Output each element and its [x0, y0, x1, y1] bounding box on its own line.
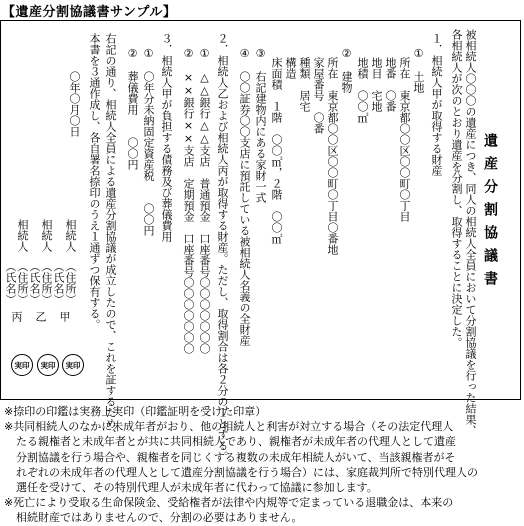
note-line: 分割協議を行う場合や、親権者を同じくする複数の未成年相続人がいて、当該親権者がそ	[16, 450, 456, 464]
s2-item-1: ① △△銀行△△支店 普通預金 口座番号〇〇〇〇〇〇〇	[198, 47, 211, 354]
s1-land-line: 所在 東京都〇〇区〇〇町〇丁目	[398, 57, 411, 222]
heir-label: 相続人	[16, 219, 29, 252]
s1-land-label: ① 土地	[412, 47, 425, 93]
heir-mark: 乙	[34, 311, 47, 322]
s3-item-2: ② 葬儀費用 〇〇円	[126, 47, 139, 170]
closing-line-1: 右記の通り、相続人全員による遺産分割協議が成立したので、これを証するため、	[104, 33, 117, 440]
intro-line-2: 各相続人が次のとおり遺産を分割し、取得することに決定した。	[450, 29, 463, 348]
agreement-date: 〇年〇月〇日	[68, 71, 81, 137]
heir-name: （氏名）	[4, 261, 17, 305]
s1-land-line: 地番 〇番	[384, 57, 397, 112]
heir-address: （住所）	[64, 261, 77, 305]
heir-label: 相続人	[64, 219, 77, 252]
s3-item-1: ① 〇年分未納固定資産税 〇〇円	[142, 47, 155, 236]
s1-land-line: 地積 〇〇㎡	[356, 57, 369, 123]
heir-mark: 丙	[10, 311, 23, 322]
note-line: たる親権者と未成年者とが共に共同相続人であり、親権者が未成年者の代理人として遺産	[16, 435, 456, 449]
seal-stamp: 実印	[62, 354, 84, 376]
heir-address: （住所）	[40, 261, 53, 305]
footnotes	[4, 404, 520, 526]
s1-building-line: 種類 居宅	[298, 57, 311, 112]
note-line: れぞれの未成年者の代理人として遺産分割協議を行う場合）には、家庭裁判所で特別代理人の	[16, 465, 478, 479]
note-line: ※共同相続人のなかに未成年者がおり、他の相続人と利害が対立する場合（その法定代理人	[4, 420, 454, 434]
heir-address: （住所）	[16, 261, 29, 305]
note-line: 選任を受けて、その特別代理人が未成年者に代わって協議に参加します。	[16, 481, 378, 495]
intro-line-1: 被相続人〇〇〇の遺産につき、同人の相続人全員において分割協議を行った結果、	[464, 29, 477, 436]
s1-building-line: 家屋番号 〇番	[312, 57, 325, 134]
seal-stamp: 実印	[37, 354, 59, 376]
closing-line-2: 本書を３通作成し、各自署名捺印のうえ１通ずつ保有する。	[88, 33, 101, 330]
s1-item-3: ③ 右記建物内にある家財一式	[254, 47, 267, 203]
s2-item-2: ② ××銀行××支店 定期預金 口座番号〇〇〇〇〇〇〇	[182, 47, 195, 354]
seal-stamp: 実印	[11, 354, 33, 376]
note-line: 相続財産ではありませんので、分割の必要はありません。	[16, 511, 303, 525]
s1-item-4: ④ 〇〇証券〇〇支店に預託している被相続人名義の全財産	[238, 47, 251, 346]
heir-label: 相続人	[40, 219, 53, 252]
s1-land-line: 地目 宅地	[370, 57, 383, 112]
s1-building-line: 床面積 １階 〇〇㎡，２階 〇〇㎡	[270, 57, 283, 244]
s1-building-line: 構造	[284, 57, 297, 79]
document-heading: 遺産分割協議書	[482, 133, 498, 294]
note-line: ※捺印の印鑑は実務上実印（印鑑証明を受けた印章）	[4, 405, 267, 418]
section-3-title: ３．相続人甲が負担する債務及び葬儀費用	[160, 33, 173, 242]
s1-building-label: ② 建物	[340, 47, 353, 93]
section-2-title: ２．相続人乙および相続人丙が取得する財産。ただし、取得割合は各２分の１とする。	[216, 33, 229, 462]
section-1-title: １．相続人甲が取得する財産	[430, 33, 443, 176]
s1-building-line: 所在 東京都〇〇区〇〇町〇丁目〇番地	[326, 57, 339, 255]
page-title: 【遺産分割協議書サンプル】	[2, 5, 177, 20]
heir-mark: 甲	[58, 311, 71, 322]
heir-name: （氏名）	[28, 261, 41, 305]
heir-name: （氏名）	[52, 261, 65, 305]
note-line: ※死亡により受取る生命保険金、受給権者が法律や内規等で定まっている退職金は、本来の	[4, 496, 454, 510]
